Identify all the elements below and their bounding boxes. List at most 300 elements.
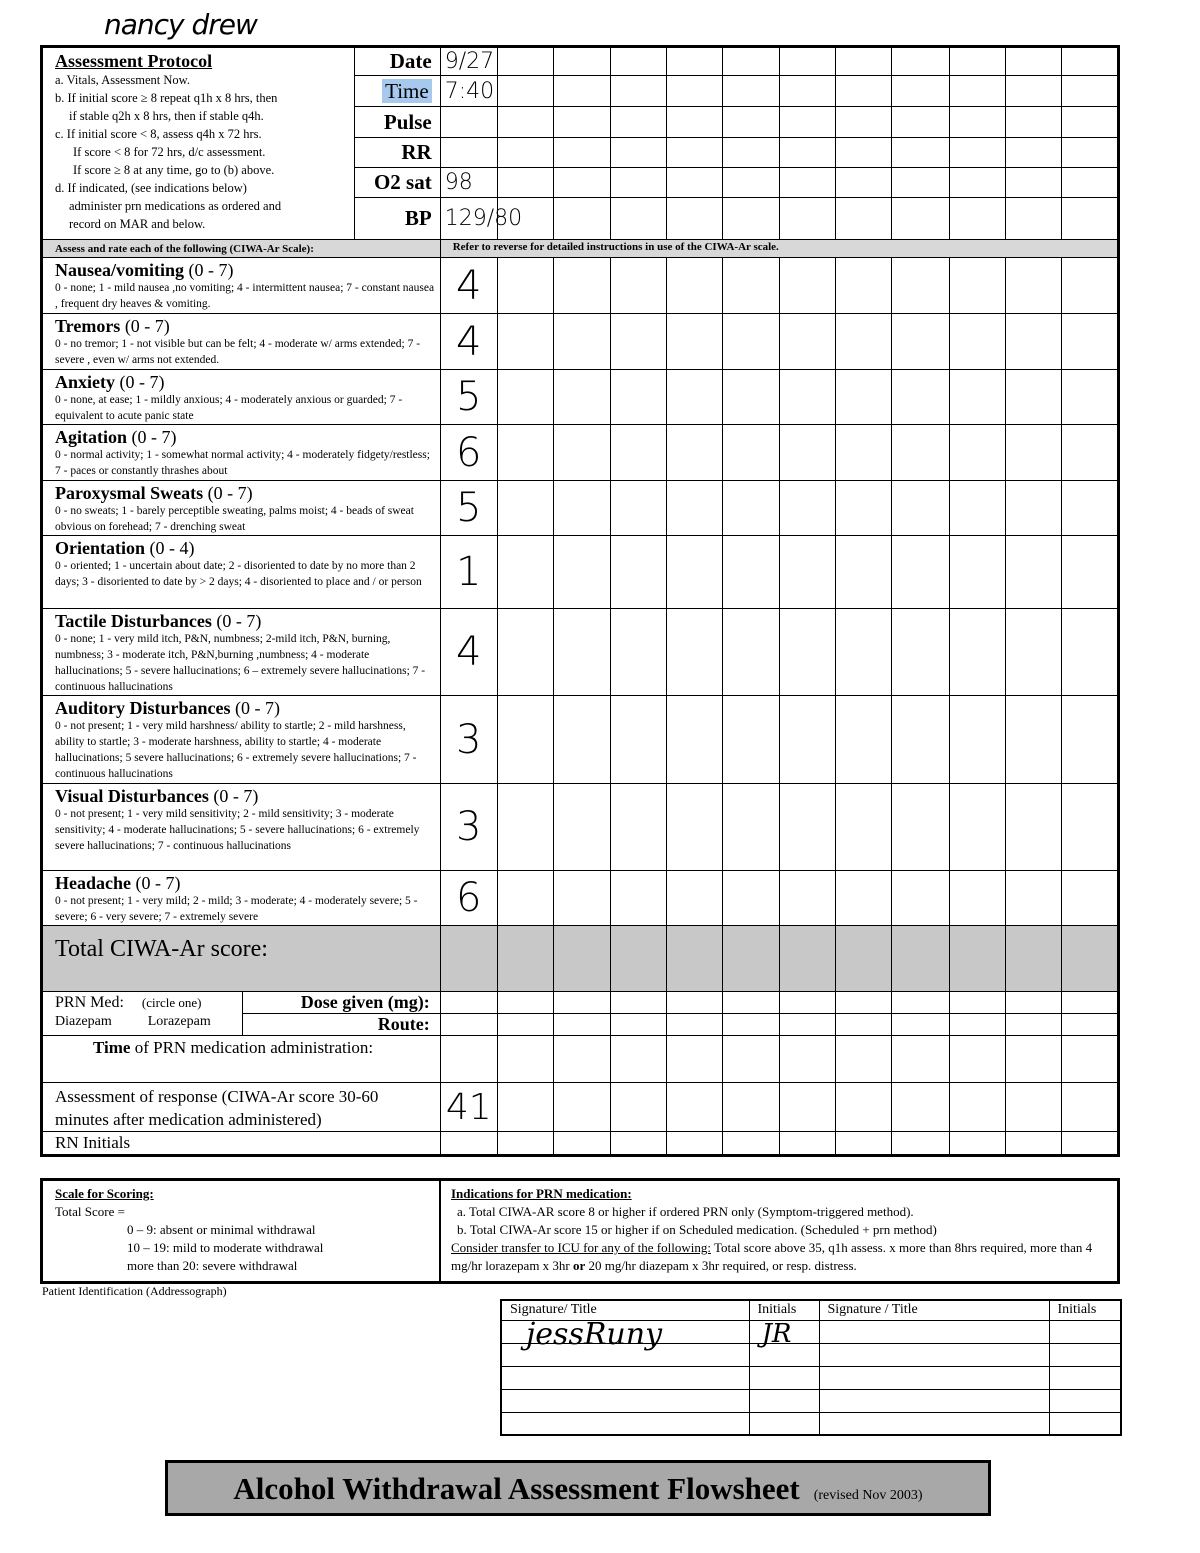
score-cell[interactable] [1061, 871, 1118, 926]
score-cell[interactable] [780, 258, 836, 314]
initials-cell[interactable] [1049, 1320, 1121, 1343]
total-cell[interactable] [497, 926, 553, 992]
entry-cell[interactable] [667, 168, 723, 198]
score-cell[interactable] [611, 784, 667, 871]
response-cell[interactable] [611, 1083, 667, 1132]
score-cell[interactable] [1005, 609, 1061, 696]
score-cell[interactable] [611, 258, 667, 314]
entry-cell[interactable] [892, 76, 949, 107]
icu-or: or [573, 1258, 586, 1273]
score-cell[interactable] [723, 784, 780, 871]
score-cell[interactable] [892, 609, 949, 696]
response-cell[interactable] [949, 1083, 1005, 1132]
entry-cell[interactable] [723, 107, 780, 138]
score-cell[interactable] [892, 871, 949, 926]
score-cell[interactable] [1061, 609, 1118, 696]
protocol-line: If score ≥ 8 at any time, go to (b) above. [73, 163, 275, 177]
score-cell[interactable] [667, 481, 723, 536]
entry-cell[interactable] [611, 47, 667, 76]
initials-cell[interactable] [749, 1389, 819, 1412]
dose-cell[interactable] [440, 992, 497, 1014]
score-cell[interactable] [667, 871, 723, 926]
score-cell[interactable] [892, 425, 949, 481]
entry-cell[interactable] [1005, 76, 1061, 107]
initials-cell[interactable] [497, 1132, 553, 1156]
score-cell[interactable] [667, 784, 723, 871]
route-cell[interactable] [1005, 1014, 1061, 1036]
score-cell[interactable] [892, 258, 949, 314]
route-cell[interactable] [780, 1014, 836, 1036]
initials-cell[interactable] [749, 1412, 819, 1435]
route-cell[interactable] [836, 1014, 892, 1036]
entry-cell[interactable] [553, 76, 610, 107]
entry-cell[interactable] [836, 138, 892, 168]
entry-cell[interactable] [892, 168, 949, 198]
entry-cell[interactable] [667, 138, 723, 168]
score-cell[interactable] [667, 425, 723, 481]
score-cell[interactable] [949, 314, 1005, 370]
criterion-score[interactable]: 6 [440, 871, 497, 926]
score-cell[interactable] [892, 481, 949, 536]
entry-cell[interactable] [667, 76, 723, 107]
signature-cell[interactable] [501, 1366, 749, 1389]
score-cell[interactable] [1005, 871, 1061, 926]
initials-cell[interactable] [1049, 1412, 1121, 1435]
score-cell[interactable] [836, 536, 892, 609]
route-cell[interactable] [497, 1014, 553, 1036]
score-cell[interactable] [723, 871, 780, 926]
initials-cell[interactable] [892, 1132, 949, 1156]
score-cell[interactable] [949, 425, 1005, 481]
response-score[interactable]: 41 [440, 1083, 497, 1132]
score-cell[interactable] [497, 370, 553, 425]
score-cell[interactable] [611, 696, 667, 784]
score-cell[interactable] [1061, 314, 1118, 370]
total-cell[interactable] [836, 926, 892, 992]
initials-cell[interactable] [611, 1132, 667, 1156]
dose-label: Dose given (mg): [243, 992, 440, 1014]
score-cell[interactable] [553, 609, 610, 696]
score-cell[interactable] [949, 370, 1005, 425]
route-cell[interactable] [553, 1014, 610, 1036]
signature-cell[interactable] [501, 1343, 749, 1366]
score-cell[interactable] [553, 370, 610, 425]
score-cell[interactable] [611, 370, 667, 425]
score-cell[interactable] [780, 784, 836, 871]
initials-cell[interactable] [1061, 1132, 1118, 1156]
form-title: Alcohol Withdrawal Assessment Flowsheet [233, 1471, 800, 1506]
signature-cell[interactable] [501, 1316, 749, 1352]
time-cell[interactable] [1061, 1036, 1118, 1083]
entry-cell[interactable] [1061, 107, 1118, 138]
score-cell[interactable] [836, 481, 892, 536]
score-cell[interactable] [949, 609, 1005, 696]
score-cell[interactable] [1005, 314, 1061, 370]
score-cell[interactable] [892, 314, 949, 370]
vital-value[interactable] [440, 107, 497, 138]
entry-cell[interactable] [723, 76, 780, 107]
entry-cell[interactable] [497, 76, 553, 107]
score-cell[interactable] [497, 609, 553, 696]
criterion-description: 0 - oriented; 1 - uncertain about date; 2 - disoriented to date by no more than 2 days; 3 - disoriented to date by > 2 days; 4 - disoriented to place and / or person [55, 560, 422, 588]
entry-cell[interactable] [553, 198, 610, 240]
criterion-score[interactable]: 4 [440, 314, 497, 370]
criterion-score[interactable]: 1 [440, 536, 497, 609]
score-cell[interactable] [1005, 536, 1061, 609]
entry-cell[interactable] [836, 76, 892, 107]
score-cell[interactable] [667, 314, 723, 370]
entry-cell[interactable] [836, 198, 892, 240]
total-cell[interactable] [1005, 926, 1061, 992]
score-cell[interactable] [611, 536, 667, 609]
entry-cell[interactable] [780, 76, 836, 107]
dose-cell[interactable] [553, 992, 610, 1014]
entry-cell[interactable] [949, 47, 1005, 76]
time-cell[interactable] [497, 1036, 553, 1083]
score-cell[interactable] [497, 784, 553, 871]
signature-cell[interactable] [819, 1389, 1049, 1412]
response-cell[interactable] [553, 1083, 610, 1132]
score-cell[interactable] [723, 425, 780, 481]
time-cell[interactable] [667, 1036, 723, 1083]
score-cell[interactable] [553, 258, 610, 314]
score-cell[interactable] [836, 784, 892, 871]
entry-cell[interactable] [892, 198, 949, 240]
entry-cell[interactable] [949, 138, 1005, 168]
criterion-score[interactable]: 6 [440, 425, 497, 481]
entry-cell[interactable] [611, 76, 667, 107]
route-cell[interactable] [1061, 1014, 1118, 1036]
score-cell[interactable] [836, 370, 892, 425]
score-cell[interactable] [780, 481, 836, 536]
signature-cell[interactable] [501, 1412, 749, 1435]
score-cell[interactable] [667, 370, 723, 425]
initials-cell[interactable] [1005, 1132, 1061, 1156]
time-cell[interactable] [553, 1036, 610, 1083]
initials-cell[interactable] [749, 1366, 819, 1389]
score-cell[interactable] [611, 314, 667, 370]
score-cell[interactable] [780, 370, 836, 425]
time-cell[interactable] [611, 1036, 667, 1083]
score-cell[interactable] [780, 536, 836, 609]
entry-cell[interactable] [1005, 107, 1061, 138]
score-cell[interactable] [836, 425, 892, 481]
entry-cell[interactable] [553, 138, 610, 168]
entry-cell[interactable] [780, 47, 836, 76]
score-cell[interactable] [553, 696, 610, 784]
dose-cell[interactable] [836, 992, 892, 1014]
entry-cell[interactable] [780, 168, 836, 198]
response-cell[interactable] [667, 1083, 723, 1132]
score-cell[interactable] [780, 609, 836, 696]
initials-cell[interactable] [749, 1318, 819, 1349]
score-cell[interactable] [1005, 481, 1061, 536]
entry-cell[interactable] [1005, 138, 1061, 168]
entry-cell[interactable] [553, 168, 610, 198]
criterion-description: 0 - not present; 1 - very mild sensitivity; 2 - mild sensitivity; 3 - moderate sensitivity; 4 - moderate hallucinations; 5 - severe hallucinations; 6 - extremely severe hallucinations; 7 - continuous hallucinations [55, 808, 420, 852]
dose-cell[interactable] [949, 992, 1005, 1014]
entry-cell[interactable] [611, 198, 667, 240]
total-cell[interactable] [611, 926, 667, 992]
entry-cell[interactable] [553, 47, 610, 76]
entry-cell[interactable] [1005, 47, 1061, 76]
score-cell[interactable] [497, 481, 553, 536]
entry-cell[interactable] [667, 47, 723, 76]
entry-cell[interactable] [497, 107, 553, 138]
score-cell[interactable] [1005, 696, 1061, 784]
protocol-line: If score < 8 for 72 hrs, d/c assessment. [73, 145, 266, 159]
response-cell[interactable] [1005, 1083, 1061, 1132]
entry-cell[interactable] [1005, 168, 1061, 198]
score-cell[interactable] [780, 871, 836, 926]
initials-cell[interactable] [749, 1343, 819, 1366]
score-cell[interactable] [553, 784, 610, 871]
score-cell[interactable] [667, 696, 723, 784]
score-cell[interactable] [949, 871, 1005, 926]
score-cell[interactable] [497, 696, 553, 784]
signature-cell[interactable] [819, 1412, 1049, 1435]
entry-cell[interactable] [497, 168, 553, 198]
score-cell[interactable] [553, 536, 610, 609]
route-cell[interactable] [723, 1014, 780, 1036]
score-cell[interactable] [723, 609, 780, 696]
score-cell[interactable] [497, 536, 553, 609]
score-cell[interactable] [723, 481, 780, 536]
score-cell[interactable] [949, 481, 1005, 536]
signature-cell[interactable] [819, 1343, 1049, 1366]
entry-cell[interactable] [1061, 168, 1118, 198]
score-cell[interactable] [497, 258, 553, 314]
vital-label: Date [354, 47, 440, 76]
revision-note: (revised Nov 2003) [813, 1488, 923, 1503]
score-cell[interactable] [553, 425, 610, 481]
entry-cell[interactable] [949, 198, 1005, 240]
entry-cell[interactable] [723, 47, 780, 76]
score-cell[interactable] [497, 425, 553, 481]
score-cell[interactable] [836, 696, 892, 784]
entry-cell[interactable] [949, 76, 1005, 107]
criterion-score[interactable]: 3 [440, 696, 497, 784]
entry-cell[interactable] [949, 168, 1005, 198]
score-cell[interactable] [780, 314, 836, 370]
vital-value[interactable]: 98 [440, 168, 497, 198]
score-cell[interactable] [1061, 536, 1118, 609]
total-cell[interactable] [949, 926, 1005, 992]
score-cell[interactable] [553, 871, 610, 926]
total-cell[interactable] [553, 926, 610, 992]
score-cell[interactable] [667, 536, 723, 609]
score-cell[interactable] [1061, 696, 1118, 784]
score-cell[interactable] [611, 425, 667, 481]
score-cell[interactable] [611, 871, 667, 926]
entry-cell[interactable] [892, 138, 949, 168]
time-cell[interactable] [723, 1036, 780, 1083]
entry-cell[interactable] [1061, 47, 1118, 76]
score-cell[interactable] [836, 314, 892, 370]
initials-cell[interactable] [1049, 1343, 1121, 1366]
score-cell[interactable] [1061, 481, 1118, 536]
entry-cell[interactable] [611, 168, 667, 198]
initials-cell[interactable] [440, 1132, 497, 1156]
criterion-score[interactable]: 5 [440, 370, 497, 425]
initials-cell[interactable] [1049, 1389, 1121, 1412]
signature-cell[interactable] [819, 1320, 1049, 1343]
dose-cell[interactable] [667, 992, 723, 1014]
entry-cell[interactable] [1061, 138, 1118, 168]
score-cell[interactable] [1061, 258, 1118, 314]
dose-cell[interactable] [780, 992, 836, 1014]
dose-cell[interactable] [611, 992, 667, 1014]
dose-cell[interactable] [1061, 992, 1118, 1014]
dose-cell[interactable] [497, 992, 553, 1014]
route-cell[interactable] [440, 1014, 497, 1036]
vital-value[interactable]: 129/80 [440, 198, 497, 240]
score-cell[interactable] [497, 314, 553, 370]
entry-cell[interactable] [667, 107, 723, 138]
entry-cell[interactable] [553, 107, 610, 138]
total-cell[interactable] [723, 926, 780, 992]
entry-cell[interactable] [497, 138, 553, 168]
score-cell[interactable] [723, 314, 780, 370]
response-cell[interactable] [892, 1083, 949, 1132]
initials-cell[interactable] [667, 1132, 723, 1156]
option-lorazepam[interactable]: Lorazepam [147, 1014, 211, 1029]
entry-cell[interactable] [949, 107, 1005, 138]
score-cell[interactable] [611, 481, 667, 536]
entry-cell[interactable] [780, 198, 836, 240]
route-cell[interactable] [949, 1014, 1005, 1036]
signature-header: Signature/ Title [501, 1300, 749, 1320]
score-cell[interactable] [1061, 370, 1118, 425]
time-cell[interactable] [836, 1036, 892, 1083]
entry-cell[interactable] [780, 138, 836, 168]
criterion-score[interactable]: 4 [440, 609, 497, 696]
entry-cell[interactable] [892, 107, 949, 138]
initials-cell[interactable] [1049, 1366, 1121, 1389]
score-cell[interactable] [836, 609, 892, 696]
score-cell[interactable] [723, 370, 780, 425]
entry-cell[interactable] [780, 107, 836, 138]
prn-med-selector: PRN Med: (circle one) Diazepam Lorazepam [42, 992, 243, 1036]
score-cell[interactable] [1061, 784, 1118, 871]
response-cell[interactable] [723, 1083, 780, 1132]
entry-cell[interactable] [667, 198, 723, 240]
score-cell[interactable] [723, 696, 780, 784]
score-cell[interactable] [1005, 370, 1061, 425]
score-cell[interactable] [1005, 258, 1061, 314]
time-cell[interactable] [780, 1036, 836, 1083]
entry-cell[interactable] [611, 138, 667, 168]
response-cell[interactable] [780, 1083, 836, 1132]
score-cell[interactable] [892, 370, 949, 425]
criterion-score[interactable]: 5 [440, 481, 497, 536]
score-cell[interactable] [949, 258, 1005, 314]
score-cell[interactable] [836, 871, 892, 926]
score-cell[interactable] [836, 258, 892, 314]
total-cell[interactable] [1061, 926, 1118, 992]
initials-cell[interactable] [836, 1132, 892, 1156]
entry-cell[interactable] [836, 47, 892, 76]
time-cell[interactable] [1005, 1036, 1061, 1083]
score-cell[interactable] [780, 425, 836, 481]
entry-cell[interactable] [892, 47, 949, 76]
score-cell[interactable] [892, 696, 949, 784]
initials-cell[interactable] [723, 1132, 780, 1156]
total-cell[interactable] [667, 926, 723, 992]
score-cell[interactable] [1061, 425, 1118, 481]
score-cell[interactable] [949, 784, 1005, 871]
dose-cell[interactable] [892, 992, 949, 1014]
score-cell[interactable] [949, 536, 1005, 609]
route-cell[interactable] [611, 1014, 667, 1036]
response-cell[interactable] [497, 1083, 553, 1132]
score-cell[interactable] [497, 871, 553, 926]
dose-cell[interactable] [723, 992, 780, 1014]
entry-cell[interactable] [723, 168, 780, 198]
criterion-score[interactable]: 3 [440, 784, 497, 871]
entry-cell[interactable] [723, 138, 780, 168]
score-cell[interactable] [553, 314, 610, 370]
handwritten-initials: JR [761, 1318, 792, 1349]
entry-cell[interactable] [836, 168, 892, 198]
vital-value[interactable] [440, 138, 497, 168]
score-cell[interactable] [1005, 425, 1061, 481]
score-cell[interactable] [892, 784, 949, 871]
response-cell[interactable] [1061, 1083, 1118, 1132]
protocol-title: Assessment Protocol [55, 51, 213, 71]
vital-value[interactable]: 9/27 [440, 47, 497, 76]
score-cell[interactable] [780, 696, 836, 784]
icu-criteria [451, 1239, 1107, 1275]
total-cell[interactable] [892, 926, 949, 992]
entry-cell[interactable] [1061, 76, 1118, 107]
score-cell[interactable] [611, 609, 667, 696]
response-cell[interactable] [836, 1083, 892, 1132]
entry-cell[interactable] [497, 47, 553, 76]
signature-cell[interactable] [501, 1389, 749, 1412]
score-cell[interactable] [723, 258, 780, 314]
entry-cell[interactable] [836, 107, 892, 138]
total-cell[interactable] [440, 926, 497, 992]
dose-cell[interactable] [1005, 992, 1061, 1014]
score-cell[interactable] [892, 536, 949, 609]
score-cell[interactable] [723, 536, 780, 609]
time-cell[interactable] [892, 1036, 949, 1083]
initials-cell[interactable] [780, 1132, 836, 1156]
time-cell[interactable] [440, 1036, 497, 1083]
score-cell[interactable] [1005, 784, 1061, 871]
score-cell[interactable] [667, 609, 723, 696]
entry-cell[interactable] [1061, 198, 1118, 240]
entry-cell[interactable] [1005, 198, 1061, 240]
vital-value[interactable]: 7:40 [440, 76, 497, 107]
score-cell[interactable] [553, 481, 610, 536]
route-cell[interactable] [667, 1014, 723, 1036]
criterion-score[interactable]: 4 [440, 258, 497, 314]
indication-a: a. Total CIWA-AR score 8 or higher if ordered PRN only (Symptom-triggered method). [457, 1204, 914, 1219]
entry-cell[interactable] [723, 198, 780, 240]
option-diazepam[interactable]: Diazepam [55, 1014, 112, 1029]
time-cell[interactable] [949, 1036, 1005, 1083]
initials-cell[interactable] [949, 1132, 1005, 1156]
route-cell[interactable] [892, 1014, 949, 1036]
entry-cell[interactable] [611, 107, 667, 138]
signature-cell[interactable] [819, 1366, 1049, 1389]
score-cell[interactable] [667, 258, 723, 314]
total-cell[interactable] [780, 926, 836, 992]
initials-cell[interactable] [553, 1132, 610, 1156]
score-cell[interactable] [949, 696, 1005, 784]
